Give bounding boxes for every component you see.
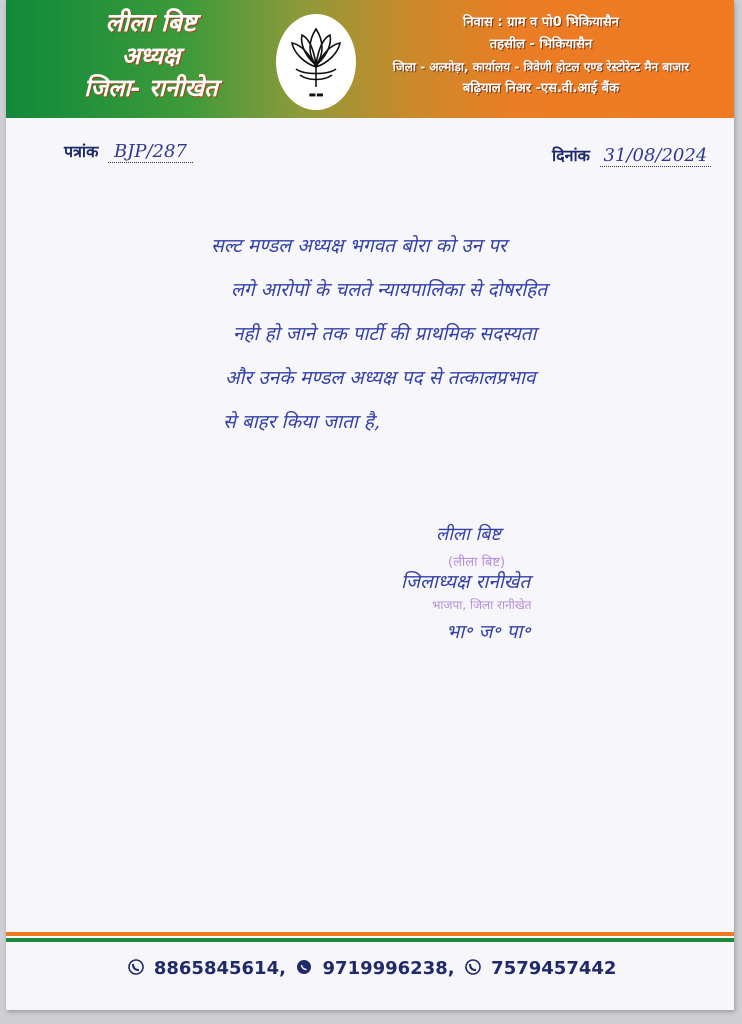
reference-value: BJP/287 — [108, 141, 193, 163]
body-line: लगे आरोपों के चलते न्यायपालिका से दोषरहित — [231, 279, 548, 301]
body-line: से बाहर किया जाता है, — [223, 411, 380, 433]
letterhead-district: जिला- रानीखेत — [84, 74, 218, 102]
phone-number: 8865845614, — [153, 958, 286, 979]
date-value: 31/08/2024 — [600, 145, 712, 167]
letterhead-name: लीला बिष्ट — [105, 8, 197, 37]
reference-number — [64, 140, 193, 162]
address-line: बढ़ियाल निअर -एस.वी.आई बैंक — [462, 81, 620, 96]
address-line: जिला - अल्मोड़ा, कार्यालय - त्रिवेणी होटल एण्ड रेस्टोरेन्ट मैन बाजार — [392, 60, 690, 74]
letter-page — [6, 0, 734, 1010]
date-label: दिनांक — [552, 146, 590, 165]
letterhead-address-block — [361, 12, 721, 100]
stamp-line: भाजपा, जिला रानीखेत — [432, 598, 532, 612]
letter-body — [211, 224, 726, 444]
phone-number: 9719996238, — [322, 958, 455, 979]
reference-label: पत्रांक — [64, 142, 99, 161]
letterhead-name-block — [51, 6, 251, 104]
whatsapp-icon — [296, 959, 312, 980]
phone-icon — [465, 959, 481, 980]
body-line: सल्ट मण्डल अध्यक्ष भगवत बोरा को उन पर — [211, 235, 507, 257]
svg-text:▬▬: ▬▬ — [308, 90, 324, 99]
letterhead-designation: अध्यक्ष — [121, 42, 181, 70]
address-line: निवास : ग्राम व पो0 भिकियासैन — [462, 15, 620, 30]
stamp-name: (लीला बिष्ट) — [448, 555, 506, 570]
lotus-logo-icon — [276, 14, 356, 110]
phone-number: 7579457442 — [491, 958, 617, 979]
signatory-title: जिलाध्यक्ष रानीखेत — [401, 571, 531, 593]
address-line: तहसील - भिकियासैन — [489, 37, 593, 52]
signatory-party: भा॰ ज॰ पा॰ — [446, 621, 531, 643]
signature: लीला बिष्ट — [436, 524, 501, 545]
letter-date — [552, 144, 711, 166]
footer-divider — [6, 932, 734, 942]
letterhead-banner — [6, 0, 734, 118]
phone-icon — [128, 959, 144, 980]
body-line: नही हो जाने तक पार्टी की प्राथमिक सदस्यता — [233, 323, 537, 345]
body-line: और उनके मण्डल अध्यक्ष पद से तत्कालप्रभाव — [225, 367, 536, 389]
footer-contacts — [6, 958, 734, 980]
